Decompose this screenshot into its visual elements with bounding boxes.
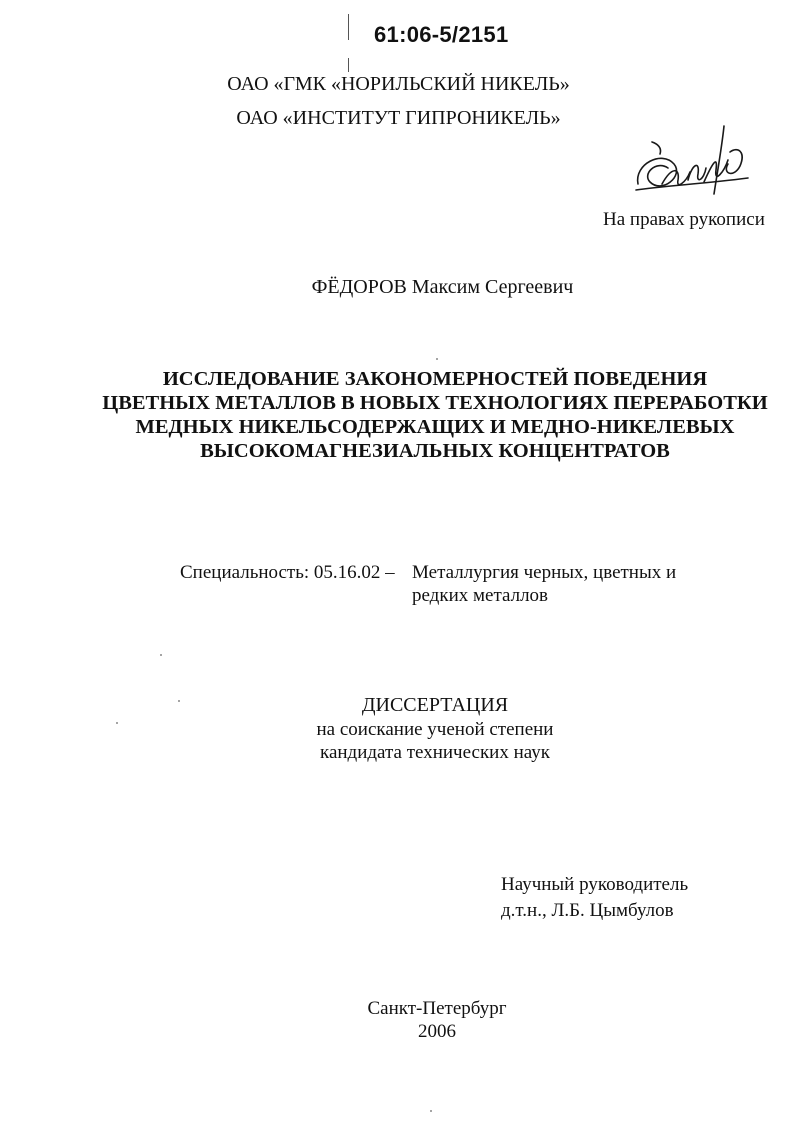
dissertation-heading: ДИССЕРТАЦИЯ: [361, 694, 509, 716]
supervisor-name: д.т.н., Л.Б. Цымбулов: [501, 900, 674, 921]
title-line: ЦВЕТНЫХ МЕТАЛЛОВ В НОВЫХ ТЕХНОЛОГИЯХ ПЕРЕРАБОТКИ: [102, 392, 768, 414]
scan-speck: [160, 654, 162, 656]
specialty-label: Специальность: 05.16.02 –: [180, 562, 395, 583]
degree-line-2: кандидата технических наук: [320, 742, 550, 763]
degree-line-1: на соискание ученой степени: [316, 719, 554, 740]
scan-speck: [436, 358, 438, 360]
scan-speck: [178, 700, 180, 702]
scan-speck: [430, 1110, 432, 1112]
scan-speck: [116, 722, 118, 724]
title-line: ИССЛЕДОВАНИЕ ЗАКОНОМЕРНОСТЕЙ ПОВЕДЕНИЯ: [162, 368, 708, 390]
dissertation-title: [0, 367, 797, 463]
city: Санкт-Петербург: [367, 998, 507, 1019]
supervisor-label: Научный руководитель: [501, 874, 689, 895]
rights-note: На правах рукописи: [603, 209, 765, 230]
title-line: ВЫСОКОМАГНЕЗИАЛЬНЫХ КОНЦЕНТРАТОВ: [200, 440, 670, 462]
organization-1: ОАО «ГМК «НОРИЛЬСКИЙ НИКЕЛЬ»: [227, 73, 570, 95]
organization-2: ОАО «ИНСТИТУТ ГИПРОНИКЕЛЬ»: [236, 107, 561, 129]
code-margin-line-top: [348, 14, 349, 40]
specialty-name-line-2: редких металлов: [412, 585, 549, 606]
signature-image: [632, 124, 752, 206]
catalog-code: 61:06-5/2151: [374, 22, 509, 47]
year: 2006: [418, 1021, 456, 1042]
code-margin-line-bottom: [348, 58, 349, 72]
title-line: МЕДНЫХ НИКЕЛЬСОДЕРЖАЩИХ И МЕДНО-НИКЕЛЕВЫХ: [135, 416, 735, 438]
specialty-name-line-1: Металлургия черных, цветных и: [412, 562, 677, 583]
author-name: ФЁДОРОВ Максим Сергеевич: [311, 276, 574, 298]
